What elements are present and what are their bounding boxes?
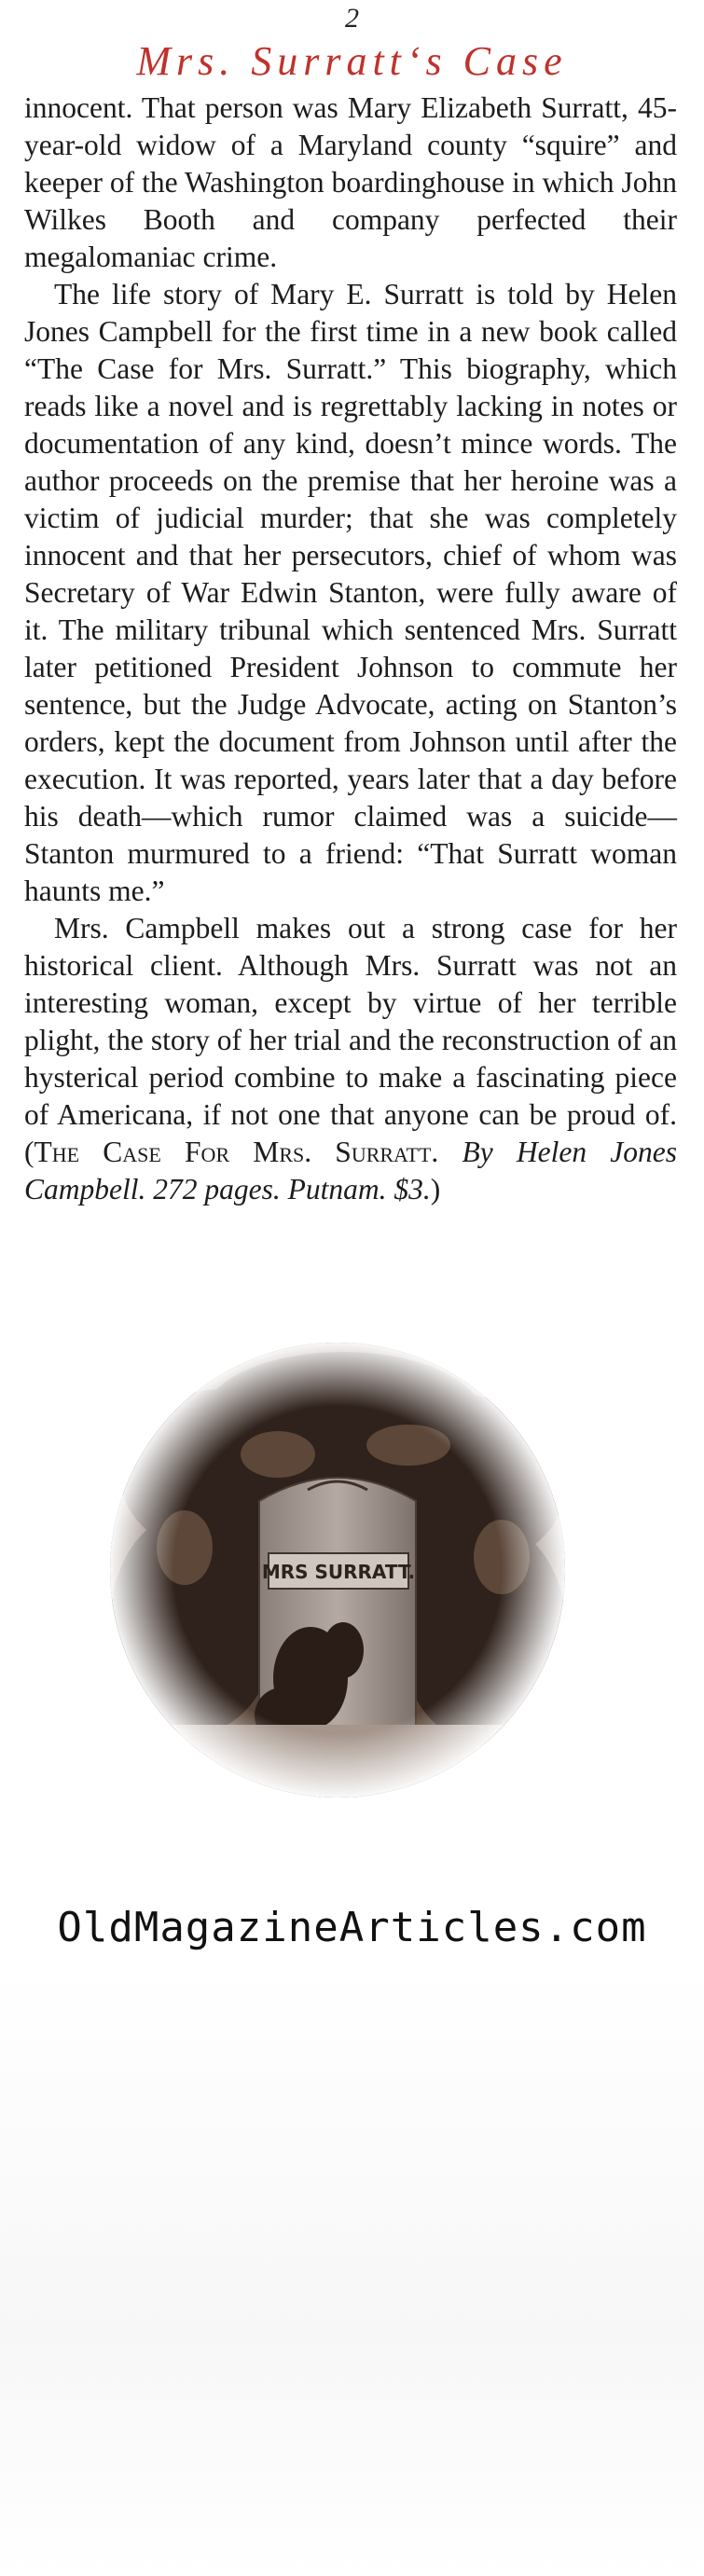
site-footer[interactable]: OldMagazineArticles.com (57, 1904, 647, 1951)
book-citation (24, 1136, 677, 1205)
article-paragraph-text: Mrs. Campbell makes out a strong case for her historical client. Although Mrs. Surratt was not an interesting woman, except by virtue of her terrible plight, the story of her trial and the reconstruction of an hysterical period combine to make a fascinating piece of Americana, if not one that anyone can be proud of. (24, 912, 677, 1131)
page-title: Mrs. Surratt‘s Case (136, 38, 568, 84)
article-body (24, 90, 677, 1208)
page-number: 2 (345, 3, 359, 34)
citation-details: By Helen Jones Campbell. 272 pages. Putnam. $3. (24, 1136, 678, 1205)
article-paragraph (24, 910, 677, 1208)
citation-open: ( (24, 1136, 35, 1168)
headstone-photo (110, 1343, 565, 1798)
article-paragraph: The life story of Mary E. Surratt is told by Helen Jones Campbell for the first time in a new book called “The Case for Mrs. Surratt.” This biography, which reads like a novel and is regrettably lacking in notes or documentation of any kind, doesn’t mince words. The author proceeds on the premise that her heroine was a victim of judicial murder; that she was completely innocent and that her persecutors, chief of whom was Secretary of War Edwin Stanton, were fully aware of it. The military tribunal which sentenced Mrs. Surratt later petitioned President Johnson to commute her sentence, but the Judge Advocate, acting on Stanton’s orders, kept the document from Johnson until after the execution. It was reported, years later that a day before his death—which rumor claimed was a suicide—Stanton murmured to a friend: “That Surratt woman haunts me.” (24, 278, 677, 907)
article-paragraph: innocent. That person was Mary Elizabeth Surratt, 45-year-old widow of a Maryland county “squire” and keeper of the Washington boardinghouse in which John Wilkes Booth and company perfected their megalomaniac crime. (24, 91, 677, 273)
citation-book-title: The Case For Mrs. Surratt. (34, 1136, 439, 1168)
citation-close: ) (430, 1173, 441, 1205)
footer-background (0, 1967, 704, 2576)
